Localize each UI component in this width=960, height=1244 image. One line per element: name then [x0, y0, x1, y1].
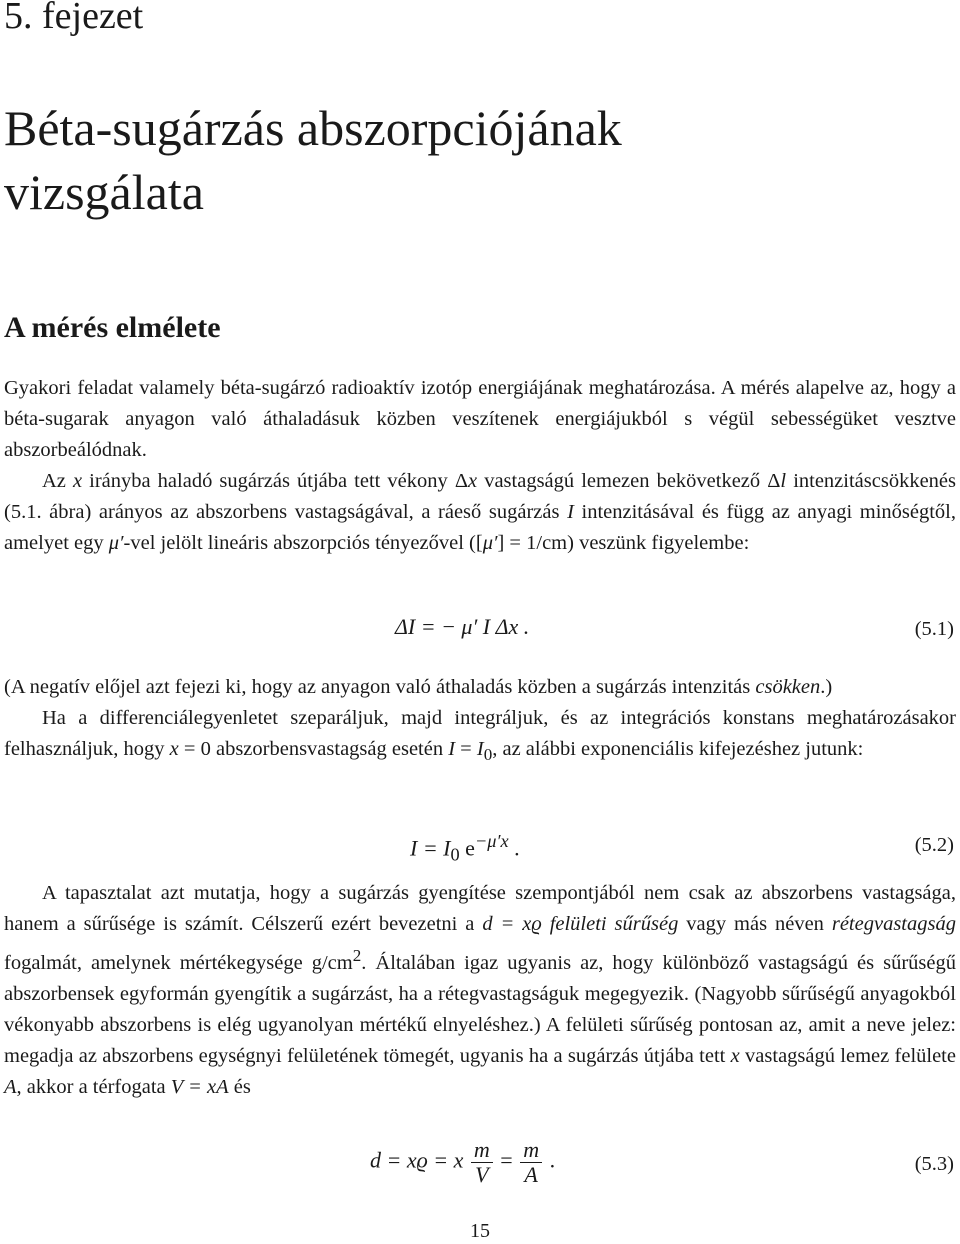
- section-title: A mérés elmélete: [4, 311, 221, 344]
- final-block: [4, 878, 956, 1103]
- paragraph-3: (A negatív előjel azt fejezi ki, hogy az anyagon való áthaladás közben a sugárzás intenzitás csökken.): [4, 676, 833, 698]
- intro-block: [4, 373, 956, 559]
- paragraph-1: Gyakori feladat valamely béta-sugárzó radioaktív izotóp energiájának meghatározása. A mérés alapelve az, hogy a béta-sugarak anyagon való áthaladásuk közben veszítenek energiájukból s végül sebességüket vesztve abszorbeálódnak.: [4, 377, 956, 461]
- chapter-title-line1: Béta-sugárzás abszorpciójának: [4, 100, 622, 156]
- equation-5-3: d = xϱ = x $\frac{m}{V}$ = $\frac{m}{A}$ .: [370, 1137, 556, 1188]
- chapter-label: 5. fejezet: [4, 0, 144, 37]
- chapter-title: [4, 96, 622, 224]
- paragraph-2: Az x irányba haladó sugárzás útjába tett vékony Δx vastagságú lemezen bekövetkező Δl intenzitáscsökkenés (5.1. ábra) arányos az abszorbens vastagságával, a ráeső sugárzás I intenzitásával és függ az anyagi minőségtől, amelyet egy μ′-vel jelölt lineáris abszorpciós tényezővel ([μ′] = 1/cm) veszünk figyelembe:: [4, 470, 956, 554]
- paragraph-5: A tapasztalat azt mutatja, hogy a sugárzás gyengítése szempontjából nem csak az abszorbens vastagsága, hanem a sűrűsége is számít. Célszerű ezért bevezetni a d = xϱ felületi sűrűség vagy más néven rétegvastagság fogalmát, amelynek mértékegysége $g/cm^2$. Általában igaz ugyanis az, hogy különböző vastagságú és sűrűségű abszorbensek egyformán gyengítik a sugárzást, ha a rétegvastagságuk megegyezik. (Nagyobb sűrűségű anyagokból vékonyabb abszorbens is elég ugyanolyan mértékű elnyeléshez.) A felületi sűrűség pontosan az, amit a neve jelez: megadja az abszorbens egységnyi felületének tömegét, ugyanis ha a sugárzás útjába tett x vastagságú lemez felülete A, akkor a térfogata V = xA és: [4, 882, 956, 1098]
- equation-5-1: [395, 616, 529, 638]
- equation-5-2: $I = I_0$ $e^{-\mu'x}$ .: [410, 831, 520, 865]
- equation-5-2-number: (5.2): [914, 834, 954, 856]
- equation-5-1-body: ΔI = − μ′ I Δx .: [395, 614, 530, 639]
- equation-5-3-number: (5.3): [914, 1153, 954, 1175]
- page-number: 15: [470, 1220, 490, 1242]
- chapter-title-line2: vizsgálata: [4, 164, 204, 220]
- fraction-m-over-a: $\frac{m}{A}$: [520, 1138, 542, 1187]
- paragraph-4: Ha a differenciálegyenletet szeparáljuk, majd integráljuk, és az integrációs konstans meghatározásakor felhasználjuk, hogy x = 0 abszorbensvastagság esetén $I = I_0$, az alábbi exponenciális kifejezéshez jutunk:: [4, 707, 956, 765]
- fraction-m-over-v: $\frac{m}{V}$: [471, 1138, 493, 1187]
- middle-block: [4, 672, 956, 770]
- equation-5-1-number: (5.1): [914, 618, 954, 640]
